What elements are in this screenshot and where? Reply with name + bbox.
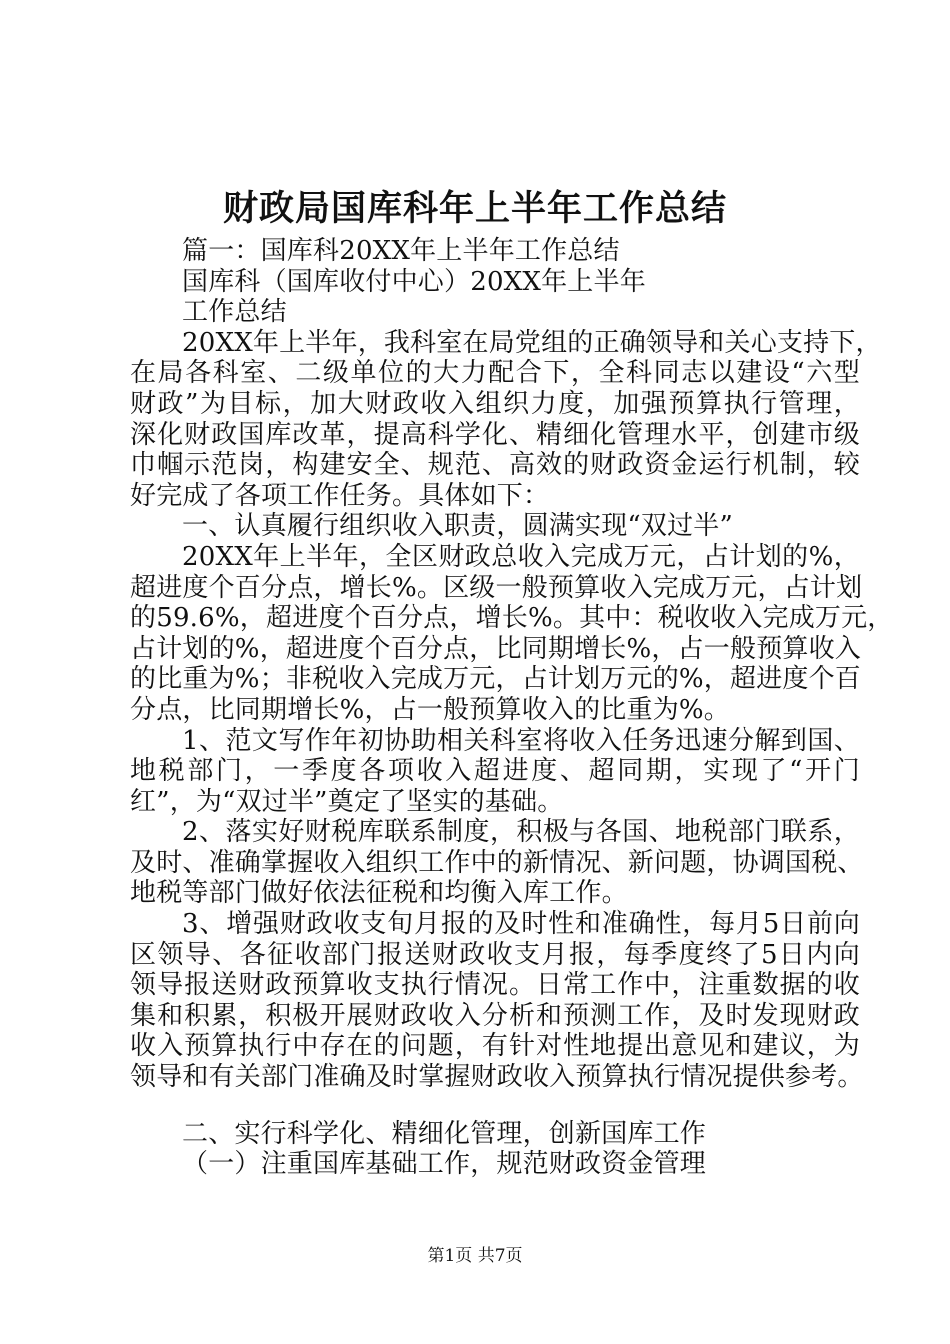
paragraph-line: 3、增强财政收支旬月报的及时性和准确性，每月5日前向 bbox=[182, 909, 860, 940]
document-body bbox=[130, 236, 894, 1180]
paragraph-line: 的59.6%，超进度个百分点，增长%。其中：税收收入完成万元， bbox=[130, 603, 894, 634]
paragraph-line: 的比重为%；非税收入完成万元，占计划万元的%，超进度个百 bbox=[130, 664, 862, 695]
paragraph-line: 1、范文写作年初协助相关科室将收入任务迅速分解到国、 bbox=[182, 725, 860, 756]
paragraph-line: 分点，比同期增长%，占一般预算收入的比重为%。 bbox=[130, 694, 731, 725]
paragraph-line: 2、落实好财税库联系制度，积极与各国、地税部门联系， bbox=[182, 817, 860, 848]
paragraph-line: 20XX年上半年，我科室在局党组的正确领导和关心支持下， bbox=[182, 327, 882, 358]
document-title: 财政局国库科年上半年工作总结 bbox=[222, 188, 727, 229]
paragraph-line: 在局各科室、二级单位的大力配合下，全科同志以建设“六型 bbox=[130, 358, 860, 389]
paragraph-line: 深化财政国库改革，提高科学化、精细化管理水平，创建市级 bbox=[130, 419, 860, 450]
section-heading: 篇一：国库科20XX年上半年工作总结 bbox=[182, 236, 620, 266]
paragraph-line: 及时、准确掌握收入组织工作中的新情况、新问题，协调国税、 bbox=[130, 847, 864, 878]
paragraph-line: 超进度个百分点，增长%。区级一般预算收入完成万元，占计划 bbox=[130, 572, 863, 603]
paragraph-spacer bbox=[130, 1093, 860, 1119]
paragraph-line: 20XX年上半年，全区财政总收入完成万元，占计划的%， bbox=[182, 541, 860, 572]
paragraph-line: 地税部门，一季度各项收入超进度、超同期，实现了“开门 bbox=[130, 756, 860, 787]
paragraph-line: 地税等部门做好依法征税和均衡入库工作。 bbox=[130, 878, 628, 909]
section-heading: 二、实行科学化、精细化管理，创新国库工作 bbox=[182, 1118, 707, 1149]
paragraph-line: 领导报送财政预算收支执行情况。日常工作中，注重数据的收 bbox=[130, 970, 860, 1001]
paragraph-line: 收入预算执行中存在的问题，有针对性地提出意见和建议，为 bbox=[130, 1031, 860, 1062]
page-footer: 第1页 共7页 bbox=[427, 1246, 523, 1266]
paragraph-line: 领导和有关部门准确及时掌握财政收入预算执行情况提供参考。 bbox=[130, 1062, 864, 1093]
paragraph-line: 区领导、各征收部门报送财政收支月报，每季度终了5日内向 bbox=[130, 939, 860, 970]
paragraph-line: 巾帼示范岗，构建安全、规范、高效的财政资金运行机制，较 bbox=[130, 450, 860, 481]
subtitle-line: 国库科（国库收付中心）20XX年上半年 bbox=[182, 266, 646, 297]
section-heading: 一、认真履行组织收入职责，圆满实现“双过半” bbox=[182, 511, 733, 542]
paragraph-line: 好完成了各项工作任务。具体如下： bbox=[130, 480, 550, 511]
paragraph-line: 集和积累，积极开展财政收入分析和预测工作，及时发现财政 bbox=[130, 1000, 860, 1031]
subtitle-line: 工作总结 bbox=[182, 297, 287, 328]
paragraph-line: 红”，为“双过半”奠定了坚实的基础。 bbox=[130, 786, 564, 817]
paragraph-line: 财政”为目标，加大财政收入组织力度，加强预算执行管理， bbox=[130, 388, 860, 419]
subsection-heading: （一）注重国库基础工作，规范财政资金管理 bbox=[182, 1149, 707, 1180]
paragraph-line: 占计划的%，超进度个百分点，比同期增长%，占一般预算收入 bbox=[130, 633, 862, 664]
